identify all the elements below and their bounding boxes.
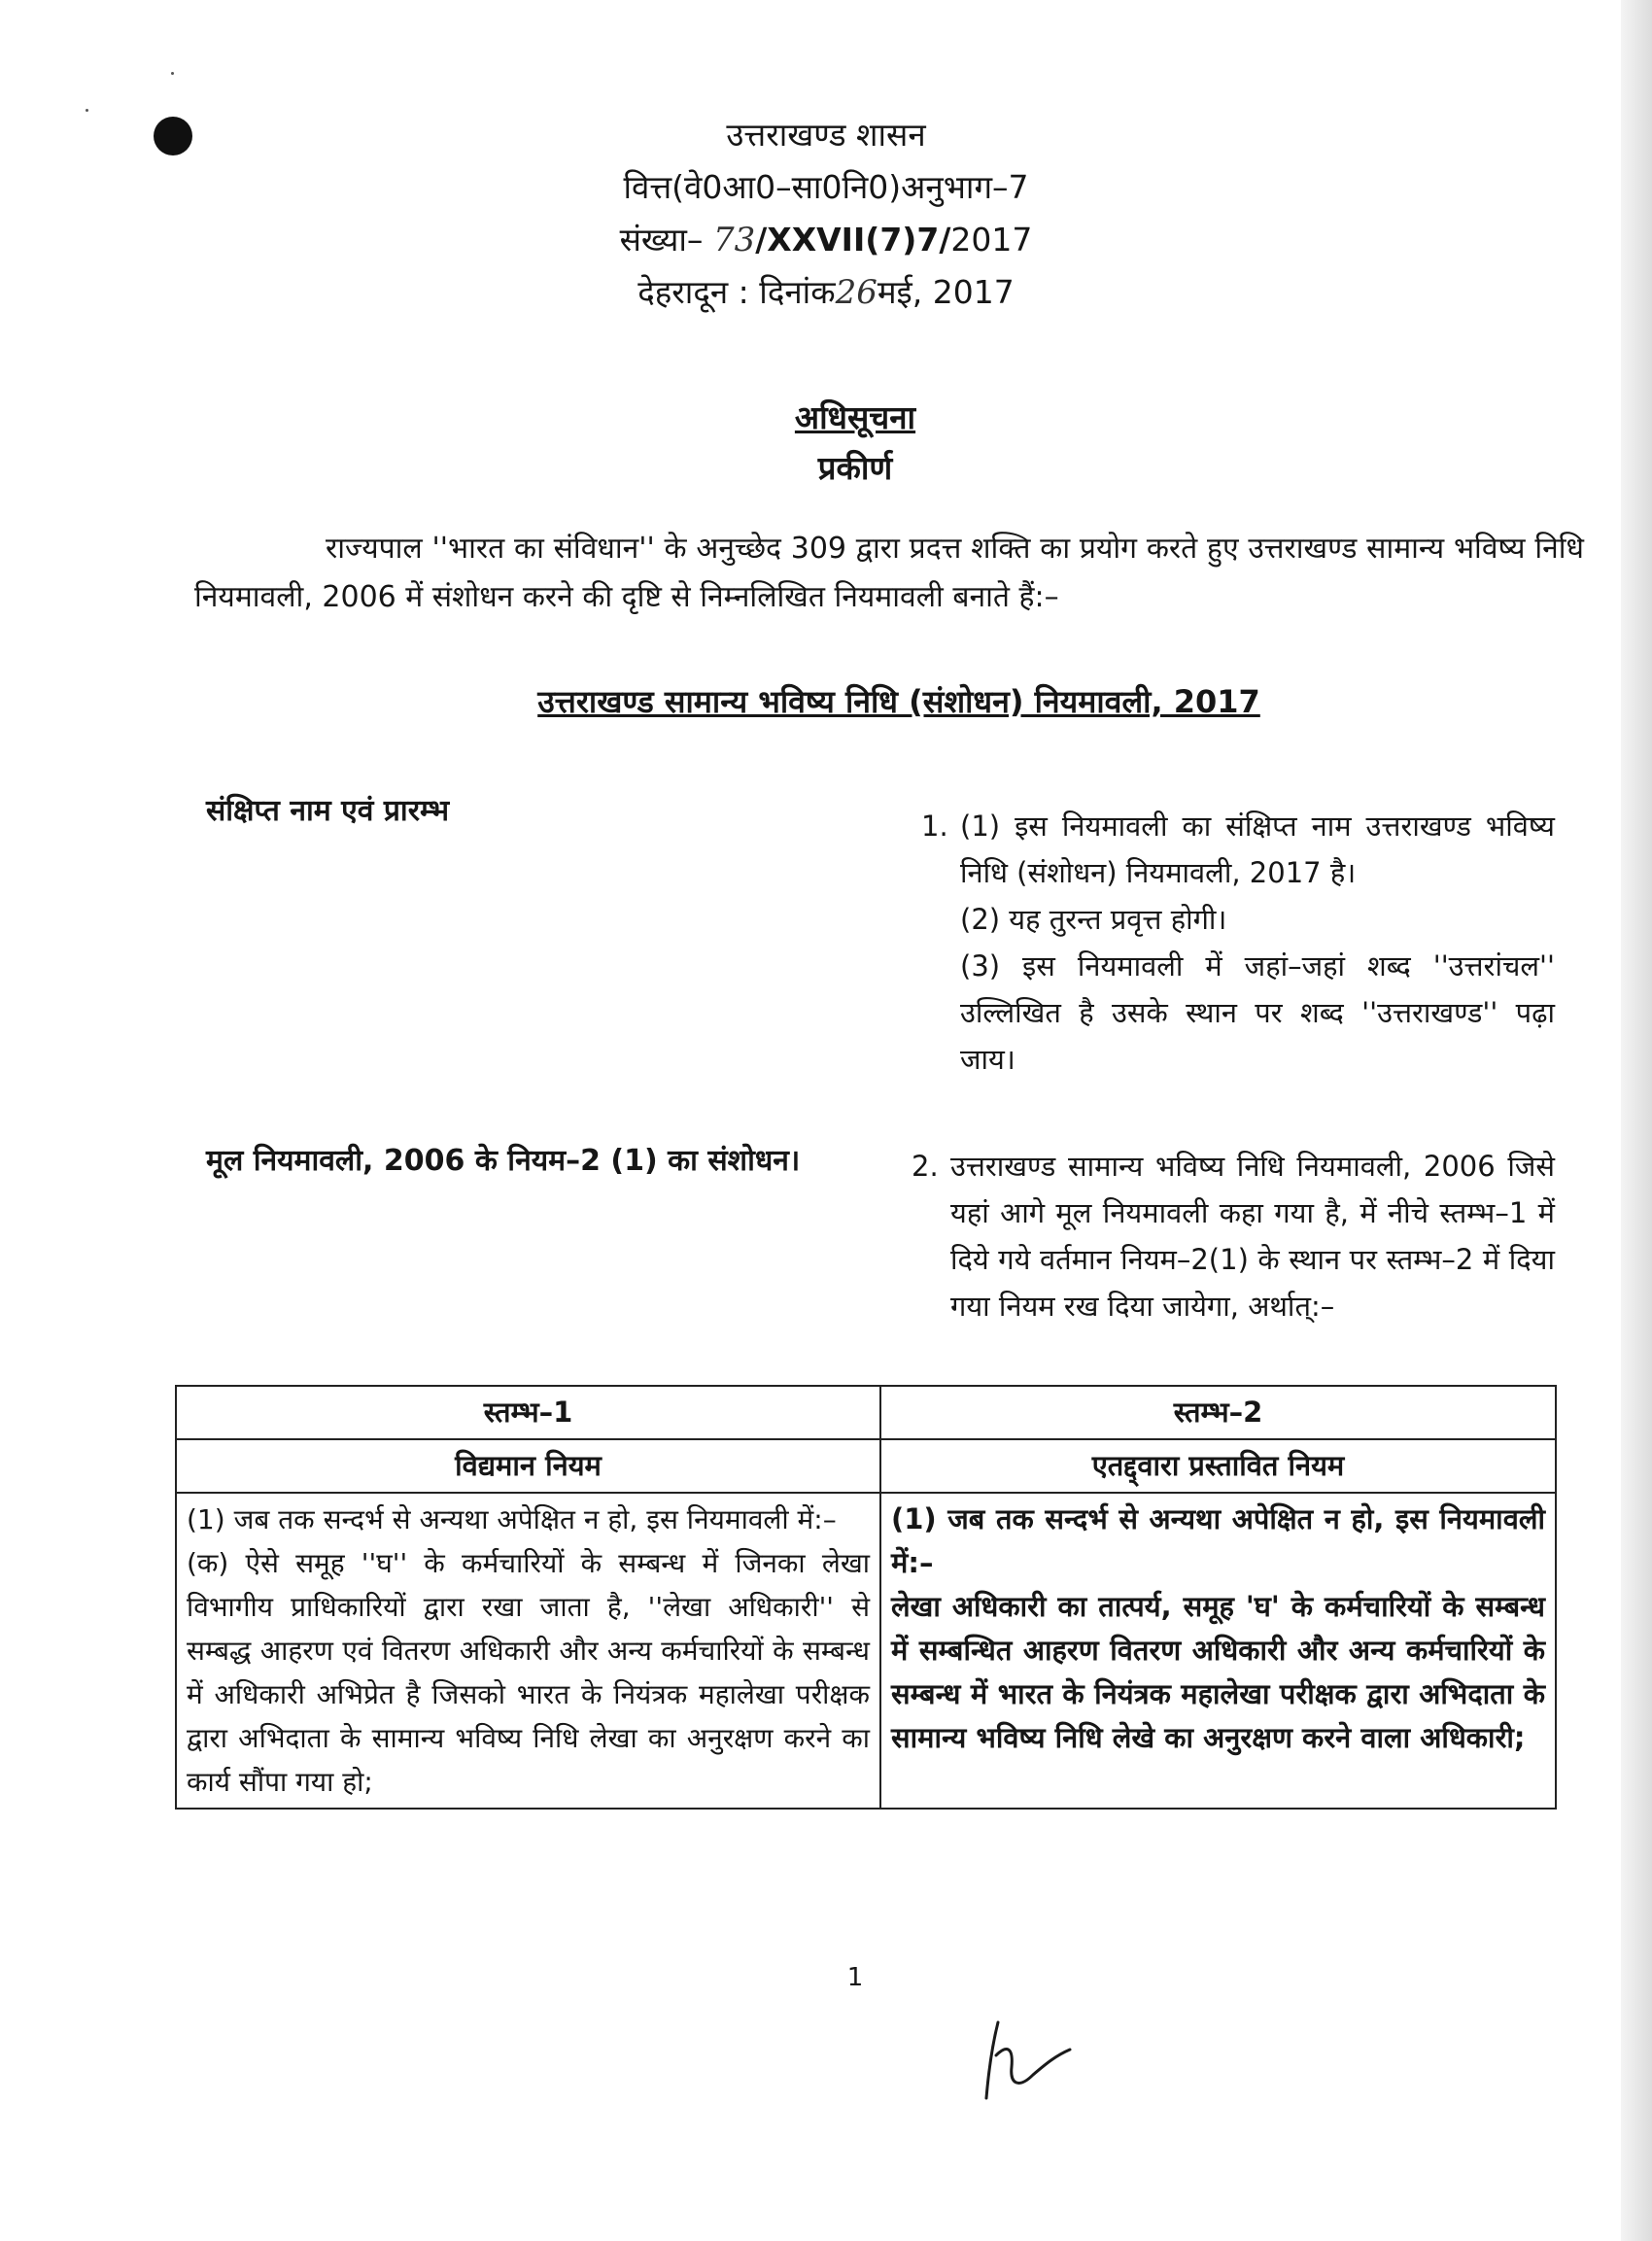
section-1-body [921, 803, 1555, 1083]
scan-edge-shadow [1621, 0, 1652, 2241]
notification-title: अधिसूचना [794, 398, 916, 436]
page-number: 1 [846, 1963, 864, 1992]
section-1-clause-2: (2) यह तुरन्त प्रवृत्त होगी। [960, 903, 1227, 936]
government-name: उत्तराखण्ड शासन [726, 116, 926, 154]
proposed-rule-definition: लेखा अधिकारी का तात्पर्य, समूह 'घ' के कर्मचारियों के सम्बन्ध में सम्बन्धित आहरण वितरण अधिकारी और अन्य कर्मचारियों के सम्बन्ध में भारत के नियंत्रक महालेखा परीक्षक द्वारा अभिदाता के सामान्य भविष्य निधि लेखे का अनुरक्षण करने वाला अधिकारी; [891, 1590, 1545, 1754]
rules-title: उत्तराखण्ड सामान्य भविष्य निधि (संशोधन) नियमावली, 2017 [537, 683, 1260, 720]
table-header-row [176, 1386, 1556, 1439]
notification-title-block [680, 394, 1030, 495]
column-2-subtitle: एतद्द्वारा प्रस्तावित नियम [880, 1439, 1556, 1493]
letterhead [486, 109, 1166, 319]
section-2-heading: मूल नियमावली, 2006 के नियम–2 (1) का संशोधन। [206, 1144, 801, 1178]
section-1-heading: संक्षिप्त नाम एवं प्रारम्भ [206, 794, 450, 828]
amendment-table [175, 1385, 1557, 1810]
section-1-clause-1: (1) इस नियमावली का संक्षिप्त नाम उत्तराखण्ड भविष्य निधि (संशोधन) नियमावली, 2017 है। [960, 810, 1555, 889]
section-2-clause: उत्तराखण्ड सामान्य भविष्य निधि नियमावली, 2006 जिसे यहां आगे मूल नियमावली कहा गया है, में नीचे स्तम्भ–1 में दिये गये वर्तमान नियम–2(1) के स्थान पर स्तम्भ–2 में दिया गया नियम रख दिया जायेगा, अर्थात्:– [950, 1150, 1555, 1323]
department-name: वित्त(वे0आ0–सा0नि0)अनुभाग–7 [623, 168, 1029, 206]
punch-hole [154, 117, 192, 155]
signature-initials [977, 2017, 1093, 2104]
scan-speck [86, 109, 88, 112]
date-line: देहरादून : दिनांक26मई, 2017 [637, 273, 1015, 312]
table-subheader-row [176, 1439, 1556, 1493]
existing-rule-intro: (1) जब तक सन्दर्भ से अन्यथा अपेक्षित न हो, इस नियमावली में:– [187, 1503, 837, 1535]
scan-speck [171, 72, 174, 75]
section-2-number: 2. [912, 1150, 939, 1183]
table-row [176, 1493, 1556, 1809]
handwritten-number: 73 [712, 221, 756, 259]
proposed-rule-cell [880, 1493, 1556, 1809]
reference-number: संख्या– 73/XXVII(7)7/2017 [619, 221, 1033, 259]
existing-rule-definition: (क) ऐसे समूह ''घ'' के कर्मचारियों के सम्बन्ध में जिनका लेखा विभागीय प्राधिकारियों द्वारा रखा जाता है, ''लेखा अधिकारी'' से सम्बद्ध आहरण एवं वितरण अधिकारी और अन्य कर्मचारियों के सम्बन्ध में अधिकारी अभिप्रेत है जिसको भारत के नियंत्रक महालेखा परीक्षक द्वारा अभिदाता के सामान्य भविष्य निधि लेखा का अनुरक्षण करने का कार्य सौंपा गया हो; [187, 1547, 870, 1798]
handwritten-date: 26 [835, 273, 878, 312]
notification-category: प्रकीर्ण [817, 449, 893, 487]
column-1-subtitle: विद्यमान नियम [176, 1439, 880, 1493]
proposed-rule-intro: (1) जब तक सन्दर्भ से अन्यथा अपेक्षित न हो, इस नियमावली में:– [891, 1502, 1545, 1579]
column-1-label: स्तम्भ–1 [176, 1386, 880, 1439]
existing-rule-cell [176, 1493, 880, 1809]
section-1-number: 1. [921, 810, 948, 843]
column-2-label: स्तम्भ–2 [880, 1386, 1556, 1439]
section-2-body [912, 1143, 1555, 1329]
preamble-paragraph: राज्यपाल ''भारत का संविधान'' के अनुच्छेद 309 द्वारा प्रदत्त शक्ति का प्रयोग करते हुए उत्तराखण्ड सामान्य भविष्य निधि नियमावली, 2006 में संशोधन करने की दृष्टि से निम्नलिखित नियमावली बनाते हैं:– [194, 532, 1584, 614]
section-1-clause-3: (3) इस नियमावली में जहां–जहां शब्द ''उत्तरांचल'' उल्लिखित है उसके स्थान पर शब्द ''उत्तराखण्ड'' पढ़ा जाय। [960, 949, 1555, 1076]
